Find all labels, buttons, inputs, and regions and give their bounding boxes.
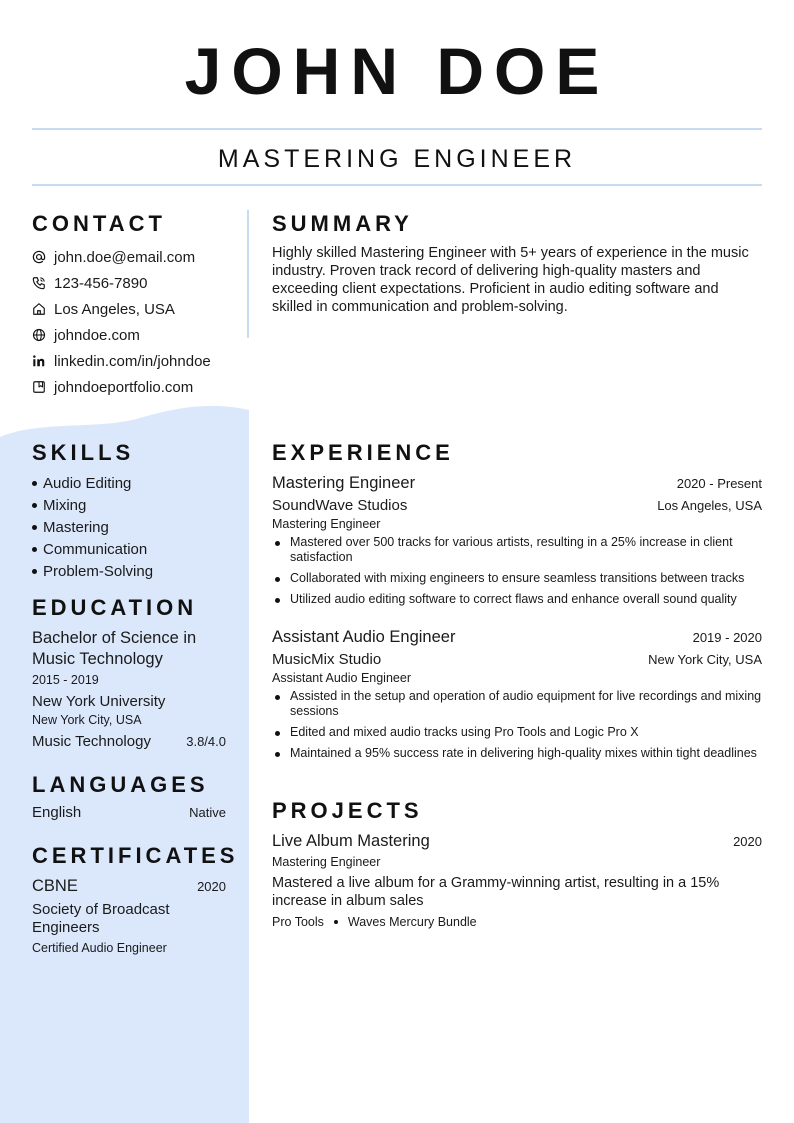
project-description: Mastered a live album for a Grammy-winning artist, resulting in a 15% increase in album sales — [272, 875, 720, 909]
portfolio-icon — [32, 380, 46, 394]
header-bottom-rule — [32, 184, 762, 186]
resume-role: MASTERING ENGINEER — [217, 145, 577, 173]
certificate-year: 2020 — [197, 879, 226, 894]
job-bullet — [272, 689, 762, 719]
skill-label: Mixing — [43, 496, 87, 514]
bullet-icon — [275, 752, 280, 757]
language-row — [32, 804, 226, 821]
bullet-icon — [32, 503, 37, 508]
project-tool: Waves Mercury Bundle — [347, 915, 477, 929]
language-name: English — [32, 804, 82, 821]
job-bullet — [272, 535, 762, 565]
skill-item — [32, 516, 153, 538]
job-bullet-text: Assisted in the setup and operation of audio equipment for live recordings and mixing sessions — [290, 689, 762, 718]
job-location: New York City, USA — [648, 652, 762, 667]
experience-heading: EXPERIENCE — [272, 440, 454, 465]
bullet-icon — [32, 481, 37, 486]
job-subtitle: Assistant Audio Engineer — [272, 671, 411, 685]
bullet-icon — [275, 598, 280, 603]
job-bullet-text: Maintained a 95% success rate in delivering high-quality mixes within tight deadlines — [290, 746, 757, 760]
contact-email[interactable] — [32, 244, 211, 270]
job-location: Los Angeles, USA — [657, 498, 762, 513]
contact-phone[interactable] — [32, 270, 211, 296]
bullet-icon — [275, 731, 280, 736]
job-bullet-text: Edited and mixed audio tracks using Pro Tools and Logic Pro X — [290, 725, 639, 739]
project-subtitle: Mastering Engineer — [272, 855, 381, 869]
job-title: Assistant Audio Engineer — [272, 628, 456, 646]
job-bullet — [272, 725, 762, 740]
contact-linkedin-text: linkedin.com/in/johndoe — [54, 352, 211, 370]
contact-portfolio[interactable] — [32, 374, 211, 400]
job-dates: 2020 - Present — [676, 476, 762, 491]
bullet-icon — [32, 525, 37, 530]
job-entry — [272, 474, 762, 613]
skills-heading: SKILLS — [32, 440, 135, 465]
bullet-icon — [32, 569, 37, 574]
job-bullet — [272, 571, 762, 586]
globe-icon — [32, 328, 46, 342]
certificate-subtitle: Certified Audio Engineer — [32, 941, 167, 955]
bullet-icon — [32, 547, 37, 552]
skill-item — [32, 494, 153, 516]
contact-location — [32, 296, 211, 322]
contact-heading: CONTACT — [32, 211, 166, 236]
job-bullet — [272, 592, 762, 607]
skill-item — [32, 472, 153, 494]
skill-item — [32, 538, 153, 560]
contact-linkedin[interactable] — [32, 348, 211, 374]
certificate-name: CBNE — [32, 877, 78, 895]
skill-label: Communication — [43, 540, 148, 558]
bullet-icon — [275, 695, 280, 700]
certificate-org: Society of Broadcast Engineers — [32, 901, 170, 936]
education-location: New York City, USA — [32, 713, 142, 727]
certificate-entry — [32, 877, 226, 955]
job-bullets — [272, 689, 762, 761]
column-divider — [247, 210, 249, 338]
languages-heading: LANGUAGES — [32, 772, 209, 797]
job-subtitle: Mastering Engineer — [272, 517, 381, 531]
education-years: 2015 - 2019 — [32, 673, 99, 687]
education-school: New York University — [32, 693, 166, 710]
job-dates: 2019 - 2020 — [692, 630, 762, 645]
education-entry — [32, 628, 226, 750]
project-year: 2020 — [733, 834, 762, 849]
contact-location-text: Los Angeles, USA — [54, 300, 175, 318]
job-bullet-text: Utilized audio editing software to correct flaws and enhance overall sound quality — [290, 592, 737, 606]
summary-text: Highly skilled Mastering Engineer with 5+ years of experience in the music industry. Proven track record of delivering high-quality masters and exceeding client expectations. Proficient in audio editing software and skilled in communication and problem-solving. — [272, 245, 749, 315]
job-company: MusicMix Studio — [272, 651, 382, 668]
job-bullet-text: Mastered over 500 tracks for various artists, resulting in a 25% increase in client satisfaction — [290, 535, 733, 564]
projects-heading: PROJECTS — [272, 798, 423, 823]
job-bullet — [272, 746, 762, 761]
job-bullet-text: Collaborated with mixing engineers to ensure seamless transitions between tracks — [290, 571, 745, 585]
linkedin-icon — [32, 354, 46, 368]
skills-list — [32, 472, 153, 582]
education-gpa: 3.8/4.0 — [186, 734, 226, 749]
at-icon — [32, 250, 46, 264]
job-bullets — [272, 535, 762, 607]
skill-label: Problem-Solving — [43, 562, 154, 580]
job-company: SoundWave Studios — [272, 497, 408, 514]
bullet-icon — [275, 577, 280, 582]
job-entry — [272, 628, 762, 767]
contact-portfolio-text: johndoeportfolio.com — [54, 378, 194, 396]
summary-heading: SUMMARY — [272, 211, 413, 236]
job-title: Mastering Engineer — [272, 474, 416, 492]
education-heading: EDUCATION — [32, 595, 198, 620]
bullet-icon — [275, 541, 280, 546]
contact-phone-text: 123-456-7890 — [54, 274, 148, 292]
skill-item — [32, 560, 153, 582]
project-entry — [272, 832, 762, 929]
project-tools — [272, 915, 762, 929]
contact-website[interactable] — [32, 322, 211, 348]
project-title: Live Album Mastering — [272, 832, 430, 850]
skill-label: Audio Editing — [43, 474, 132, 492]
home-icon — [32, 302, 46, 316]
skill-label: Mastering — [43, 518, 109, 536]
phone-icon — [32, 276, 46, 290]
header-top-rule — [32, 128, 762, 130]
language-level: Native — [189, 805, 226, 820]
project-tool: Pro Tools — [272, 915, 324, 929]
education-major: Music Technology — [32, 733, 151, 750]
contact-list — [32, 244, 211, 400]
separator-dot-icon — [334, 920, 338, 924]
contact-email-text: john.doe@email.com — [54, 248, 196, 266]
education-degree: Bachelor of Science in Music Technology — [32, 629, 197, 668]
certificates-heading: CERTIFICATES — [32, 843, 239, 868]
contact-website-text: johndoe.com — [54, 326, 140, 344]
resume-name: JOHN DOE — [184, 34, 610, 108]
